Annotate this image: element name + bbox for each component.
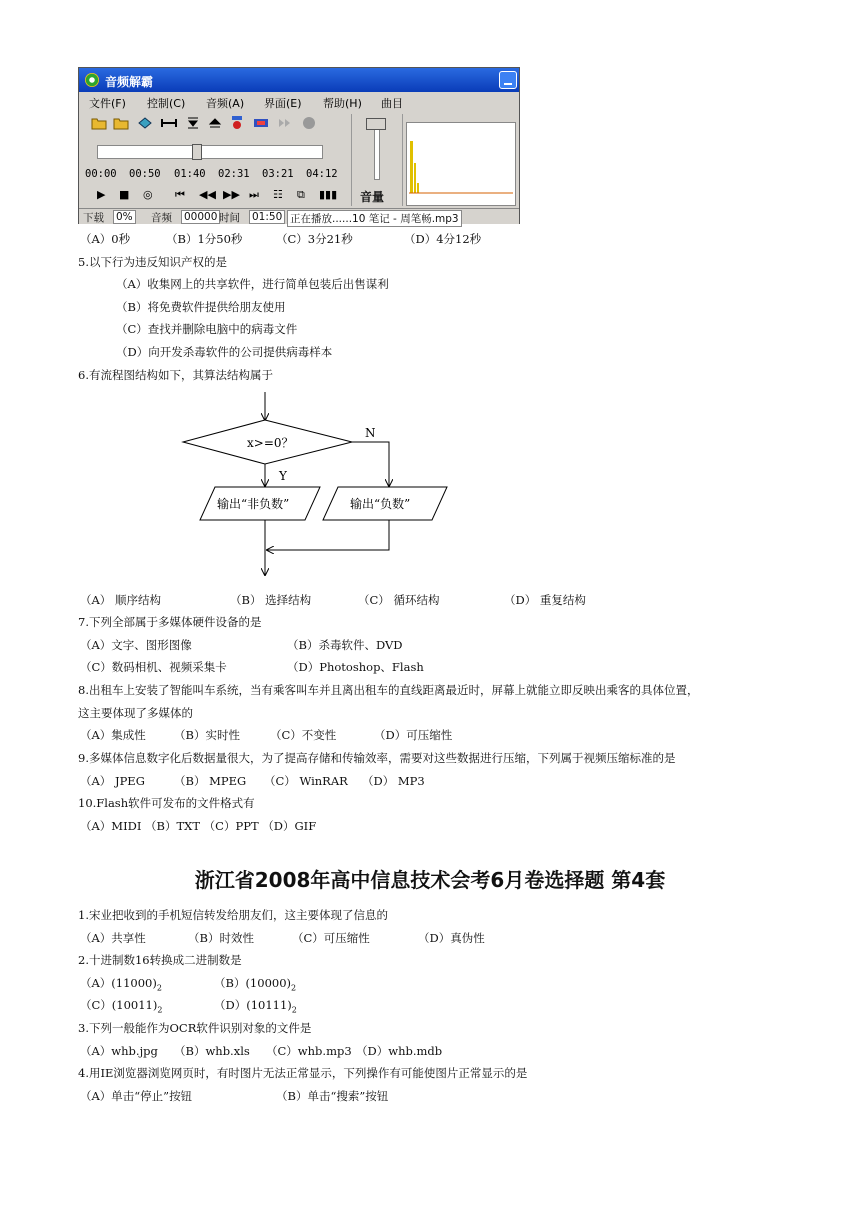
menu-help[interactable]: 帮助(H) bbox=[323, 97, 362, 110]
audio-label: 音频 bbox=[151, 212, 172, 224]
s2q2-row2 bbox=[80, 997, 297, 1018]
s2q4-option-a: （A）单击“停止”按钮 bbox=[80, 1089, 193, 1103]
eject-icon[interactable] bbox=[207, 116, 223, 130]
yes-label: Y bbox=[279, 469, 287, 483]
minimize-button[interactable] bbox=[499, 71, 517, 89]
q10-stem: 10.Flash软件可发布的文件格式有 bbox=[78, 796, 255, 810]
q8-option-a: （A）集成性 bbox=[80, 728, 146, 742]
volume-slider[interactable] bbox=[374, 122, 380, 180]
s2q3-option-b: （B）whb.xls bbox=[174, 1044, 250, 1058]
section-title: 浙江省2008年高中信息技术会考6月卷选择题 第4套 bbox=[194, 868, 666, 892]
s2q3-option-a: （A）whb.jpg bbox=[80, 1044, 158, 1058]
q9-option-a: （A） JPEG bbox=[80, 774, 145, 788]
q7-stem: 7.下列全部属于多媒体硬件设备的是 bbox=[78, 615, 262, 629]
spectrum-display bbox=[406, 122, 516, 206]
volume-label: 音量 bbox=[360, 190, 385, 204]
volume-panel bbox=[351, 114, 403, 206]
q4-options bbox=[80, 231, 481, 247]
player-title: 音频解霸 bbox=[105, 75, 154, 89]
time-mark: 00:50 bbox=[129, 168, 161, 180]
menu-audio[interactable]: 音频(A) bbox=[206, 97, 245, 110]
q9-option-d: （D） MP3 bbox=[362, 774, 425, 788]
s2q1-option-b: （B）时效性 bbox=[188, 931, 254, 945]
volume-knob[interactable] bbox=[366, 118, 386, 130]
flowchart bbox=[175, 390, 475, 585]
s2q3-stem: 3.下列一般能作为OCR软件识别对象的文件是 bbox=[78, 1021, 312, 1035]
q6-option-b: （B） 选择结构 bbox=[230, 593, 312, 607]
s2q1-stem: 1.宋业把收到的手机短信转发给朋友们，这主要体现了信息的 bbox=[78, 908, 388, 922]
q6-option-a: （A） 顺序结构 bbox=[80, 593, 161, 607]
audio-value: 00000 bbox=[181, 210, 220, 224]
player-titlebar bbox=[79, 68, 519, 92]
audio-player-window bbox=[78, 67, 520, 224]
q8-option-c: （C）不变性 bbox=[270, 728, 337, 742]
time-value: 01:50 bbox=[249, 210, 285, 224]
time-label: 时间 bbox=[219, 212, 240, 224]
previous-icon[interactable]: ⏮ bbox=[175, 188, 185, 201]
rewind-icon[interactable]: ◀◀ bbox=[199, 188, 216, 201]
q5-option-b: （B）将免费软件提供给朋友使用 bbox=[116, 300, 286, 314]
q8-stem-line1: 8.出租车上安装了智能叫车系统，当有乘客叫车并且离出租车的直线距离最近时，屏幕上就能立即反映出乘客的具体位置， bbox=[78, 683, 699, 697]
q4-option-b: （B）1分50秒 bbox=[166, 232, 243, 246]
flowchart-svg bbox=[175, 390, 475, 585]
q10-options: （A）MIDI （B）TXT （C）PPT （D）GIF bbox=[80, 819, 317, 833]
s2q1-option-d: （D）真伪性 bbox=[418, 931, 485, 945]
output-negative-text: 输出“负数” bbox=[350, 497, 411, 511]
disc-icon[interactable] bbox=[137, 116, 153, 130]
q8-option-b: （B）实时性 bbox=[174, 728, 240, 742]
download-value: 0% bbox=[113, 210, 136, 224]
repeat-icon[interactable]: ◎ bbox=[143, 188, 153, 201]
q5-option-d: （D）向开发杀毒软件的公司提供病毒样本 bbox=[116, 345, 333, 359]
open-folder-alt-icon[interactable] bbox=[113, 116, 129, 130]
q6-stem: 6.有流程图结构如下，其算法结构属于 bbox=[78, 368, 273, 382]
time-mark: 03:21 bbox=[262, 168, 294, 180]
playlist-icon[interactable]: ☷ bbox=[273, 188, 283, 201]
q9-options bbox=[80, 773, 425, 789]
s2q2-option-a: $(A)(11000)_2$ bbox=[80, 976, 162, 993]
s2q2-option-c: $(C)(10011)_2$ bbox=[80, 998, 163, 1015]
menu-file[interactable]: 文件(F) bbox=[89, 97, 126, 110]
menu-control[interactable]: 控制(C) bbox=[147, 97, 186, 110]
player-statusbar bbox=[79, 208, 519, 224]
time-mark: 00:00 bbox=[85, 168, 117, 180]
q9-stem: 9.多媒体信息数字化后数据量很大，为了提高存储和传输效率，需要对这些数据进行压缩，下列属于视频压缩标准的是 bbox=[78, 751, 676, 765]
s2q1-option-c: （C）可压缩性 bbox=[292, 931, 370, 945]
play-icon[interactable]: ▶ bbox=[97, 188, 106, 201]
s2q1-options bbox=[80, 930, 485, 946]
seek-knob[interactable] bbox=[192, 144, 202, 160]
q9-option-c: （C） WinRAR bbox=[264, 774, 348, 788]
q4-option-c: （C）3分21秒 bbox=[276, 232, 353, 246]
q9-option-b: （B） MPEG bbox=[174, 774, 247, 788]
s2q3-option-c: （C）whb.mp3 bbox=[266, 1044, 352, 1058]
q6-option-d: （D） 重复结构 bbox=[504, 593, 586, 607]
q7-option-b: （B）杀毒软件、DVD bbox=[287, 638, 403, 652]
q5-option-c: （C）查找并删除电脑中的病毒文件 bbox=[116, 322, 298, 336]
stretch-icon[interactable] bbox=[161, 116, 177, 130]
q4-option-a: （A）0秒 bbox=[80, 232, 131, 246]
q5-option-a: （A）收集网上的共享软件，进行简单包装后出售谋利 bbox=[116, 277, 389, 291]
download-label: 下载 bbox=[83, 212, 104, 224]
s2q4-options bbox=[80, 1088, 388, 1104]
q8-stem-line2: 这主要体现了多媒体的 bbox=[78, 706, 193, 720]
menu-tracks[interactable]: 曲目 bbox=[381, 97, 403, 110]
menu-interface[interactable]: 界面(E) bbox=[264, 97, 302, 110]
next-icon[interactable]: ⏭ bbox=[249, 188, 259, 201]
mp3-icon[interactable] bbox=[229, 116, 245, 130]
skip-icon[interactable] bbox=[277, 116, 293, 130]
q8-option-d: （D）可压缩性 bbox=[374, 728, 453, 742]
s2q4-option-b: （B）单击“搜索”按钮 bbox=[276, 1089, 389, 1103]
q7-row2 bbox=[80, 659, 424, 675]
q6-options bbox=[80, 592, 586, 608]
decision-text: x>=0？ bbox=[247, 436, 294, 450]
spectrum-graph bbox=[407, 123, 515, 205]
seek-bar[interactable] bbox=[97, 145, 323, 159]
output-nonnegative-text: 输出“非负数” bbox=[217, 497, 290, 511]
time-mark: 04:12 bbox=[306, 168, 338, 180]
now-playing: 正在播放......10 笔记 - 周笔畅.mp3 bbox=[287, 210, 462, 227]
time-mark: 02:31 bbox=[218, 168, 250, 180]
s2q2-option-b: $(B)(10000)_2$ bbox=[214, 976, 297, 993]
q5-stem: 5.以下行为违反知识产权的是 bbox=[78, 255, 227, 269]
player-menubar bbox=[79, 93, 519, 111]
q4-option-d: （D）4分12秒 bbox=[404, 232, 482, 246]
equalizer-icon[interactable]: ▮▮▮ bbox=[319, 188, 338, 201]
s2q4-stem: 4.用IE浏览器浏览网页时，有时图片无法正常显示，下列操作有可能使图片正常显示的是 bbox=[78, 1066, 528, 1080]
s2q3-options bbox=[80, 1043, 442, 1059]
s2q1-option-a: （A）共享性 bbox=[80, 931, 146, 945]
time-mark: 01:40 bbox=[174, 168, 206, 180]
video-icon[interactable] bbox=[253, 116, 269, 130]
no-label: N bbox=[365, 426, 376, 440]
app-logo-icon bbox=[85, 73, 99, 87]
q6-option-c: （C） 循环结构 bbox=[358, 593, 440, 607]
q8-options bbox=[80, 727, 452, 743]
q7-option-d: （D）Photoshop、Flash bbox=[287, 660, 424, 674]
stop-icon[interactable]: ■ bbox=[119, 188, 130, 201]
s2q2-option-d: $(D)(10111)_2$ bbox=[214, 998, 297, 1015]
s2q2-stem: 2.十进制数16转换成二进制数是 bbox=[78, 953, 242, 967]
down-arrow-icon[interactable] bbox=[185, 116, 201, 130]
s2q3-option-d: （D）whb.mdb bbox=[356, 1044, 443, 1058]
record-icon[interactable] bbox=[301, 116, 317, 130]
open-folder-icon[interactable] bbox=[91, 116, 107, 130]
q7-option-c: （C）数码相机、视频采集卡 bbox=[80, 660, 227, 674]
q7-row1 bbox=[80, 637, 403, 653]
copy-icon[interactable]: ⧉ bbox=[297, 188, 305, 201]
s2q2-row1 bbox=[80, 975, 296, 996]
forward-icon[interactable]: ▶▶ bbox=[223, 188, 240, 201]
no-arrow bbox=[352, 442, 389, 486]
q7-option-a: （A）文字、图形图像 bbox=[80, 638, 192, 652]
merge-arrow bbox=[267, 520, 389, 550]
